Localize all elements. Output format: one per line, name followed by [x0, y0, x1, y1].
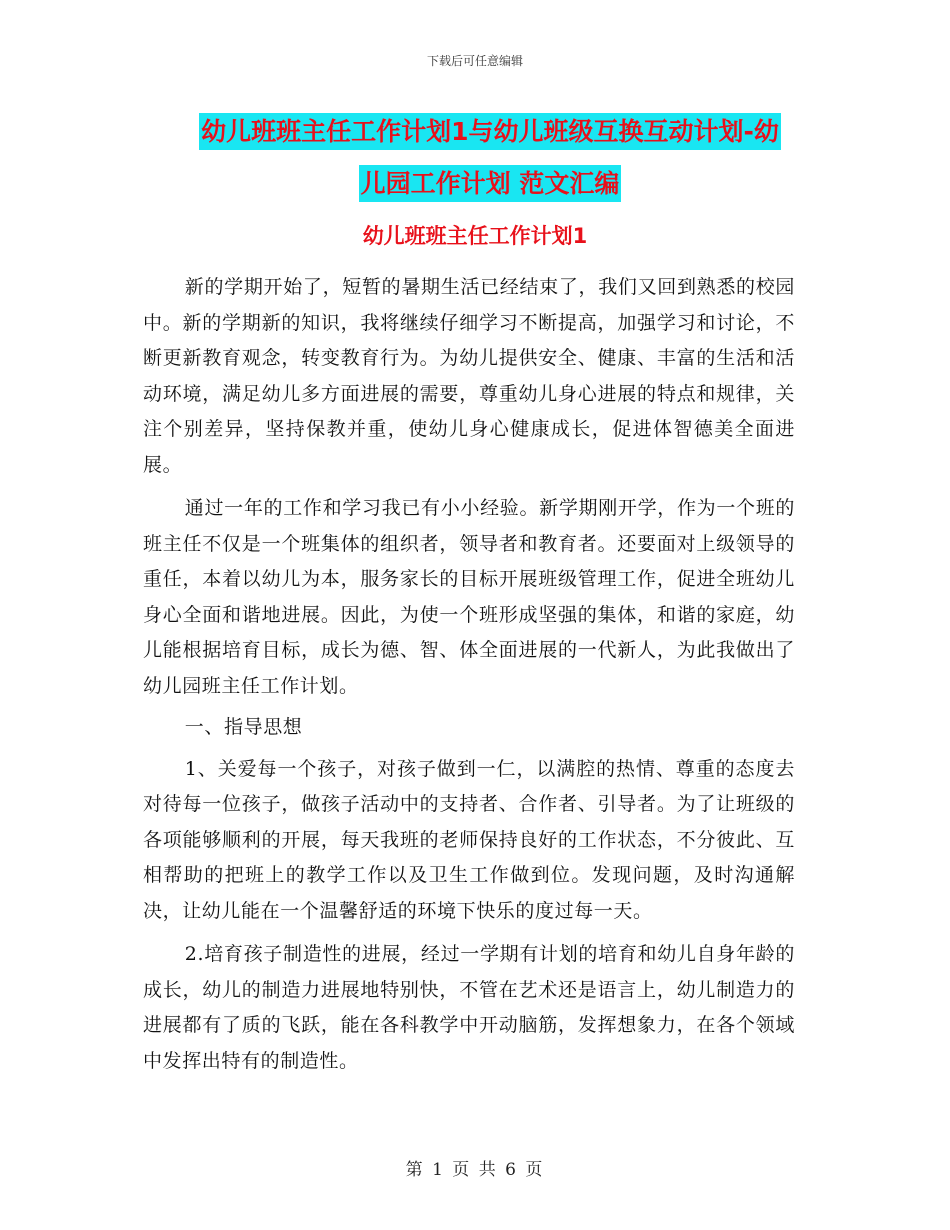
- paragraph-item-2: 2.培育孩子制造性的进展，经过一学期有计划的培育和幼儿自身年龄的成长，幼儿的制造力进展地特别快，不管在艺术还是语言上，幼儿制造力的进展都有了质的飞跃，能在各科教学中开动脑筋，发挥想象力，在各个领域中发挥出特有的制造性。: [143, 943, 795, 1072]
- paragraph-guiding-heading: 一、指导思想: [184, 716, 303, 738]
- paragraph-intro: 新的学期开始了，短暂的暑期生活已经结束了，我们又回到熟悉的校园中。新的学期新的知识，我将继续仔细学习不断提高，加强学习和讨论，不断更新教育观念，转变教育行为。为幼儿提供安全、健康、丰富的生活和活动环境，满足幼儿多方面进展的需要，尊重幼儿身心进展的特点和规律，关注个别差异，坚持保教并重，使幼儿身心健康成长，促进体智德美全面进展。: [143, 276, 795, 476]
- paragraph-experience: 通过一年的工作和学习我已有小小经验。新学期刚开学，作为一个班的班主任不仅是一个班集体的组织者，领导者和教育者。还要面对上级领导的重任，本着以幼儿为本，服务家长的目标开展班级管理工作，促进全班幼儿身心全面和谐地进展。因此，为使一个班形成坚强的集体，和谐的家庭，幼儿能根据培育目标，成长为德、智、体全面进展的一代新人，为此我做出了幼儿园班主任工作计划。: [143, 497, 795, 697]
- document-title-line-1: [150, 106, 830, 158]
- body-content: [143, 270, 795, 1085]
- page-number-footer: 第 1 页 共 6 页: [405, 1160, 545, 1180]
- document-title-line-1-text: 幼儿班班主任工作计划1与幼儿班级互换互动计划-幼: [199, 113, 781, 150]
- document-title-line-2-text: 儿园工作计划 范文汇编: [359, 165, 622, 202]
- page-header-note: 下载后可任意编辑: [426, 54, 523, 68]
- section-heading: 幼儿班班主任工作计划1: [362, 224, 588, 248]
- paragraph-item-1: 1、关爱每一个孩子，对孩子做到一仁，以满腔的热情、尊重的态度去对待每一位孩子，做孩子活动中的支持者、合作者、引导者。为了让班级的各项能够顺利的开展，每天我班的老师保持良好的工作状态，不分彼此、互相帮助的把班上的教学工作以及卫生工作做到位。发现问题，及时沟通解决，让幼儿能在一个温馨舒适的环境下快乐的度过每一天。: [143, 757, 795, 922]
- document-title: [150, 106, 830, 210]
- document-title-line-2: [150, 158, 830, 210]
